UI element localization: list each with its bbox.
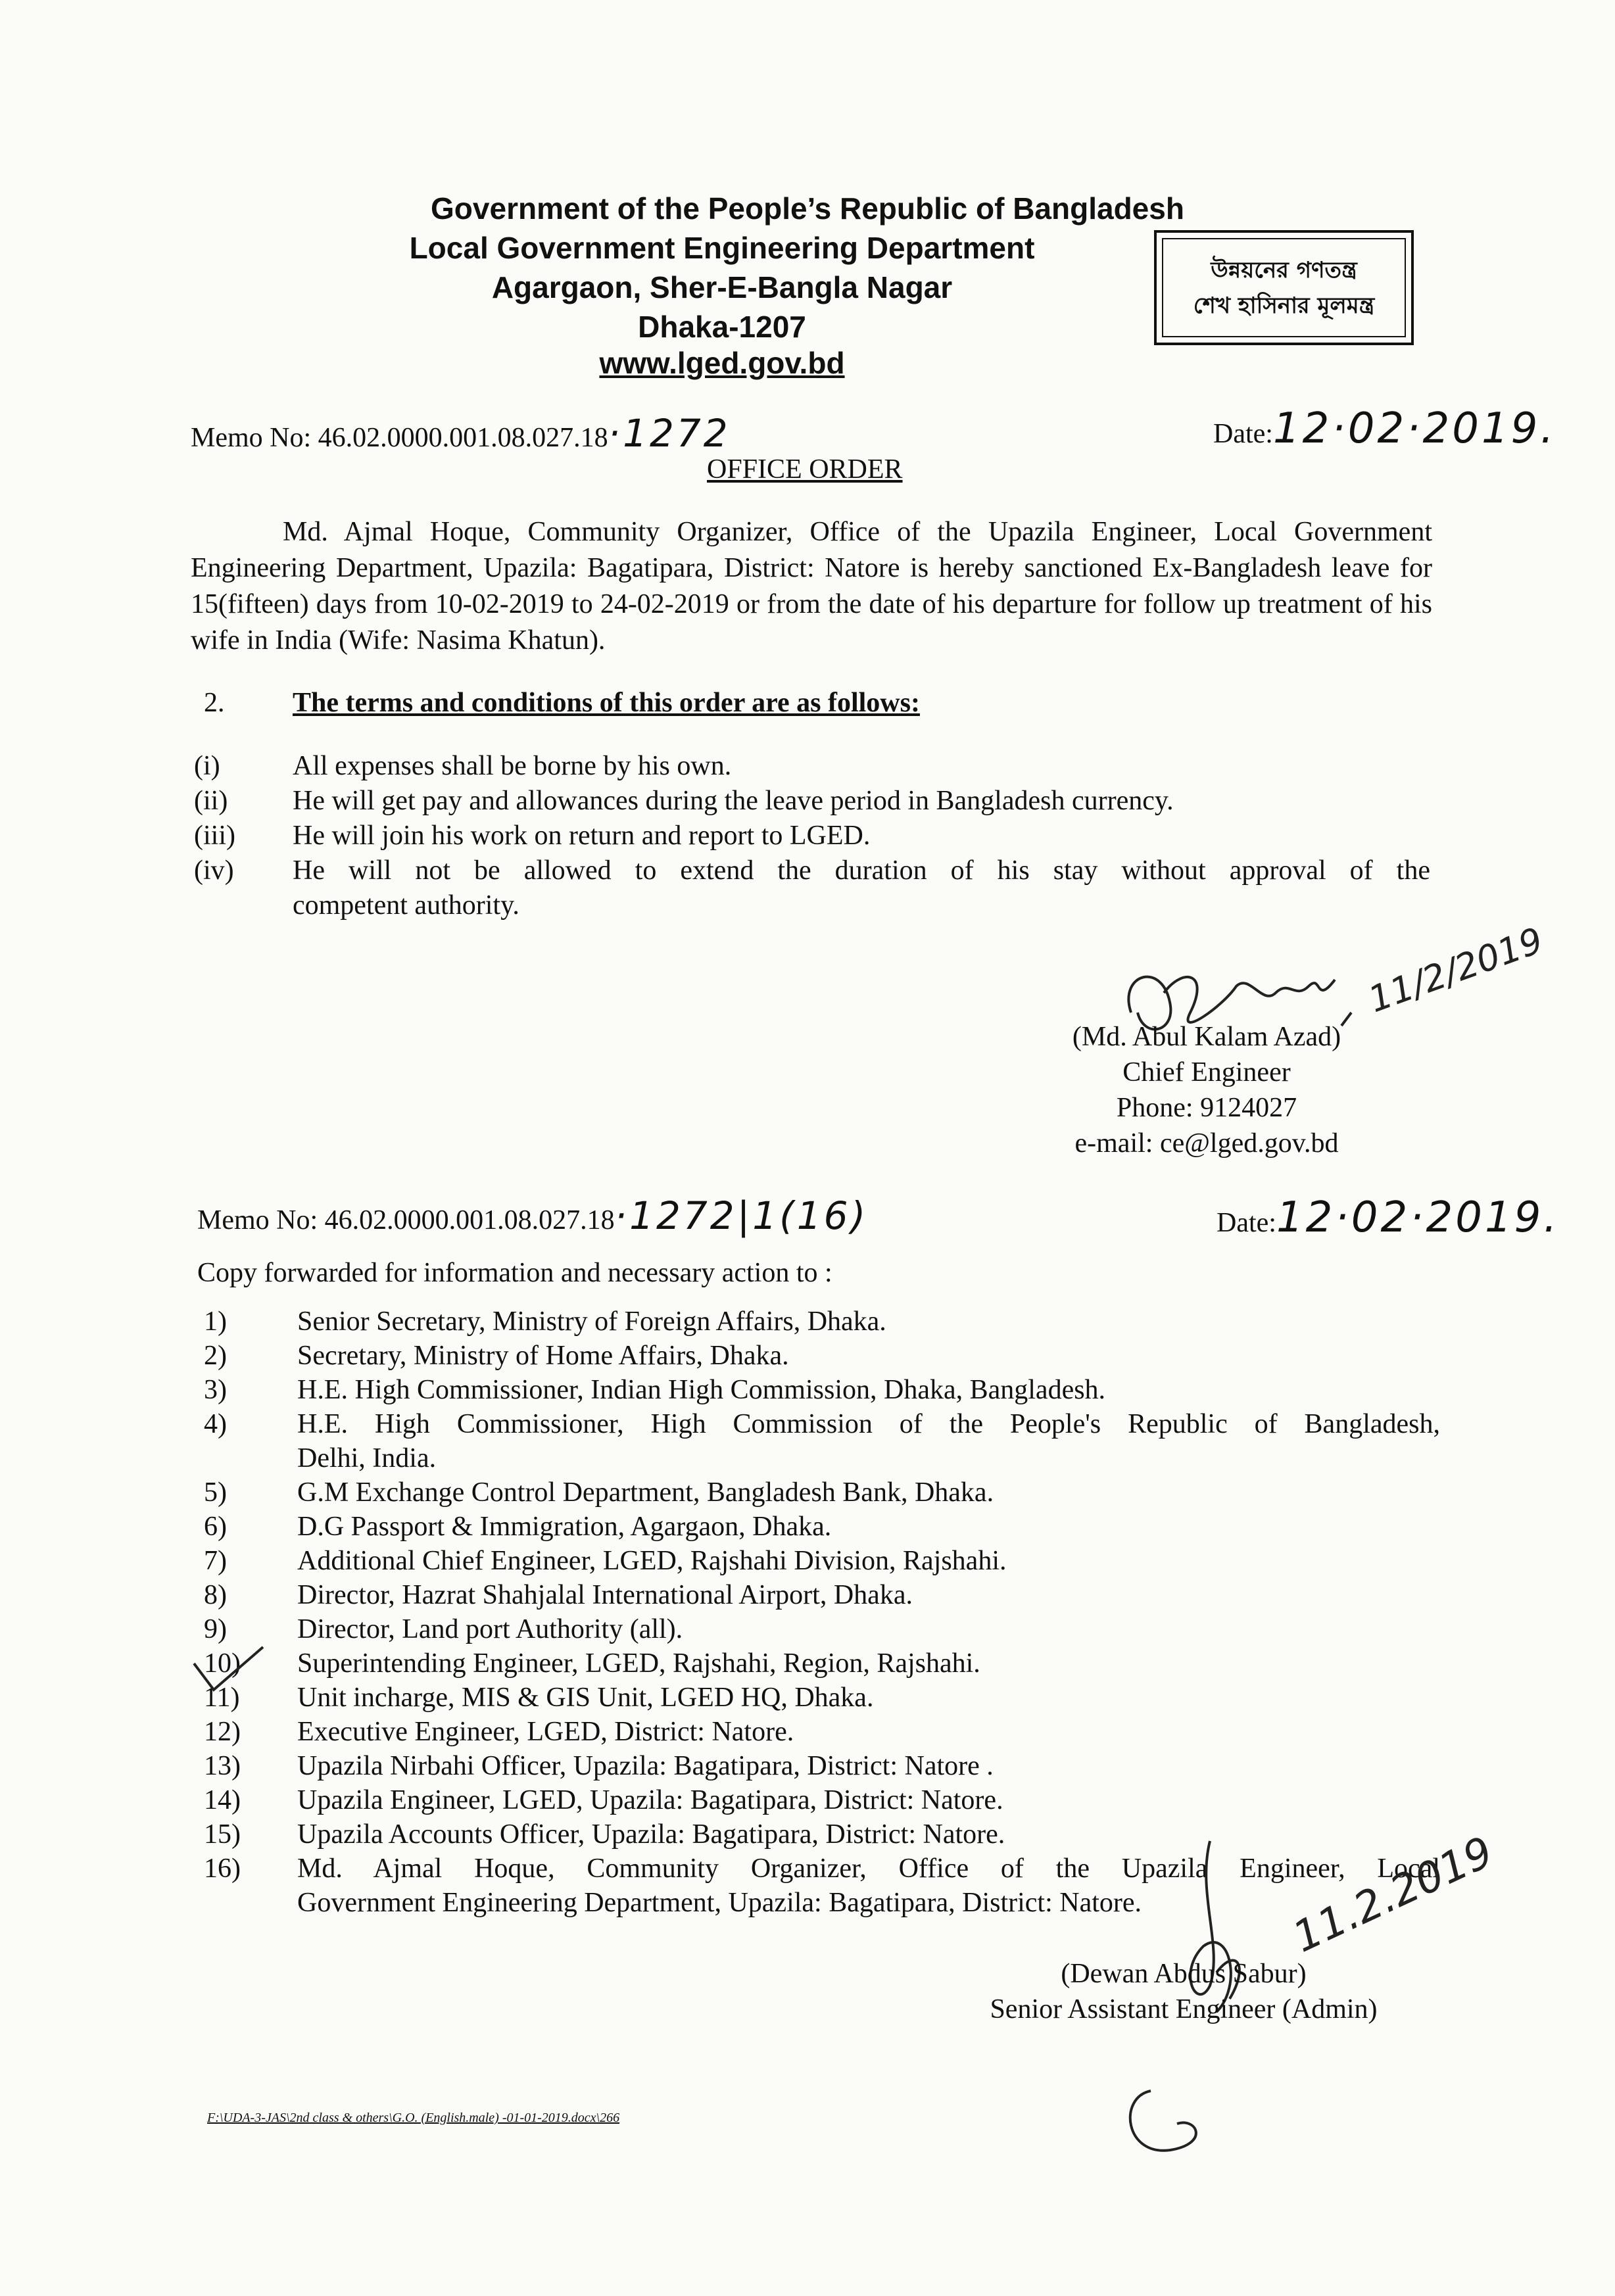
signatory-block-2 bbox=[947, 1956, 1420, 2027]
signatory-block-1 bbox=[1049, 1019, 1364, 1161]
header-address: Agargaon, Sher-E-Bangla Nagar bbox=[491, 270, 953, 304]
signatory-name: (Dewan Abdus Sabur) bbox=[1061, 1959, 1307, 1989]
memo-date-2 bbox=[1217, 1193, 1560, 1242]
memo-number-2 bbox=[197, 1193, 868, 1238]
checkmark-icon bbox=[191, 1644, 270, 1696]
signatory-email: e-mail: ce@lged.gov.bd bbox=[1074, 1128, 1339, 1159]
memo-handwritten-number: ·1272 bbox=[608, 411, 731, 456]
memo-date-1 bbox=[1213, 404, 1556, 453]
terms-title: The terms and conditions of this order are as follows: bbox=[293, 688, 920, 718]
header-government: Government of the People’s Republic of Bangladesh bbox=[431, 191, 1184, 226]
signatory-name: (Md. Abul Kalam Azad) bbox=[1072, 1022, 1341, 1052]
signature-date: 11/2/2019 bbox=[1362, 919, 1549, 1021]
memo-label: Memo No: 46.02.0000.001.08.027.18 bbox=[197, 1205, 615, 1235]
memo-label: Memo No: 46.02.0000.001.08.027.18 bbox=[191, 423, 608, 453]
date-handwritten: 12·02·2019. bbox=[1276, 1193, 1560, 1242]
slogan-box bbox=[1154, 230, 1414, 345]
date-label: Date: bbox=[1217, 1208, 1276, 1238]
signatory-title: Senior Assistant Engineer (Admin) bbox=[990, 1994, 1378, 2024]
slogan-line-2: শেখ হাসিনার মূলমন্ত্র bbox=[1193, 292, 1375, 319]
date-label: Date: bbox=[1213, 419, 1273, 449]
signatory-title: Chief Engineer bbox=[1122, 1057, 1291, 1088]
signature-date: 11.2.2019 bbox=[1286, 1827, 1501, 1963]
slogan-line-1: উন্নয়নের গণতন্ত্র bbox=[1211, 256, 1357, 283]
memo-handwritten-number: ·1272|1(16) bbox=[614, 1193, 869, 1238]
header-website-link[interactable]: www.lged.gov.bd bbox=[599, 346, 845, 380]
terms-number: 2. bbox=[204, 688, 225, 718]
date-handwritten: 12·02·2019. bbox=[1272, 404, 1556, 453]
header-department: Local Government Engineering Department bbox=[409, 231, 1035, 265]
copy-forwarded-intro: Copy forwarded for information and necessary action to : bbox=[197, 1258, 832, 1288]
memo-number-1 bbox=[191, 411, 731, 456]
body-paragraph: Md. Ajmal Hoque, Community Organizer, Office of the Upazila Engineer, Local Government Engineering Department, Upazila: Bagatipara, District: Natore is hereby sanctioned Ex-Bangladesh leave for 15(fifteen) days from 10-02-2019 to 24-02-2019 or from the date of his departure for follow up treatment of his wife in India (Wife: Nasima Khatun). bbox=[191, 517, 1432, 656]
signatory-phone: Phone: 9124027 bbox=[1116, 1093, 1297, 1123]
office-order-title: OFFICE ORDER bbox=[707, 454, 903, 485]
header-city: Dhaka-1207 bbox=[638, 310, 806, 344]
file-path-footer: F:\UDA-3-JAS\2nd class & others\G.O. (English.male) -01-01-2019.docx\266 bbox=[207, 2111, 620, 2125]
